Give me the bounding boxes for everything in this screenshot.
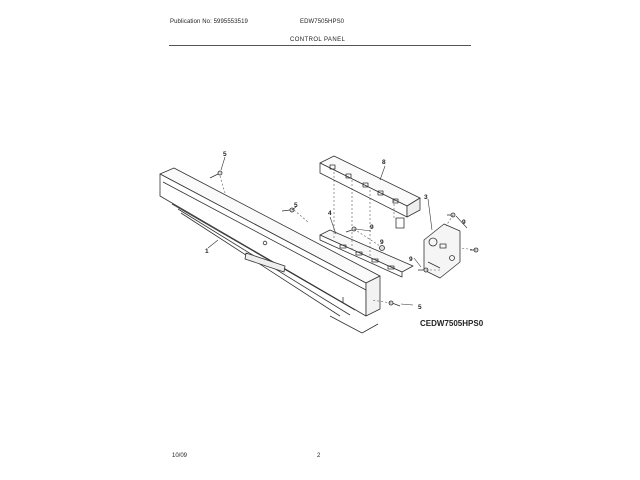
screw-part [447,213,455,217]
page-number: 2 [317,453,321,459]
callout-1: 1 [205,248,209,255]
footer-date: 10/09 [172,453,188,459]
diagram-art-code: CEDW7505HPS0 [420,319,484,328]
callout-9: 9 [380,239,384,246]
callout-4: 4 [328,210,332,217]
callout-3: 3 [424,194,428,201]
control-board-part [424,224,460,278]
screw-part [380,246,385,251]
callout-8: 8 [382,159,386,166]
section-title: CONTROL PANEL [290,37,346,43]
screw-part [389,301,400,306]
callout-5: 5 [294,202,298,209]
callout-9: 9 [462,219,466,226]
callout-9: 9 [409,256,413,263]
publication-number: Publication No: 5995553519 [170,19,248,25]
model-number: EDW7505HPS0 [300,19,345,25]
callout-5: 5 [223,151,227,158]
callout-5: 5 [418,304,422,311]
callout-9: 9 [370,224,374,231]
